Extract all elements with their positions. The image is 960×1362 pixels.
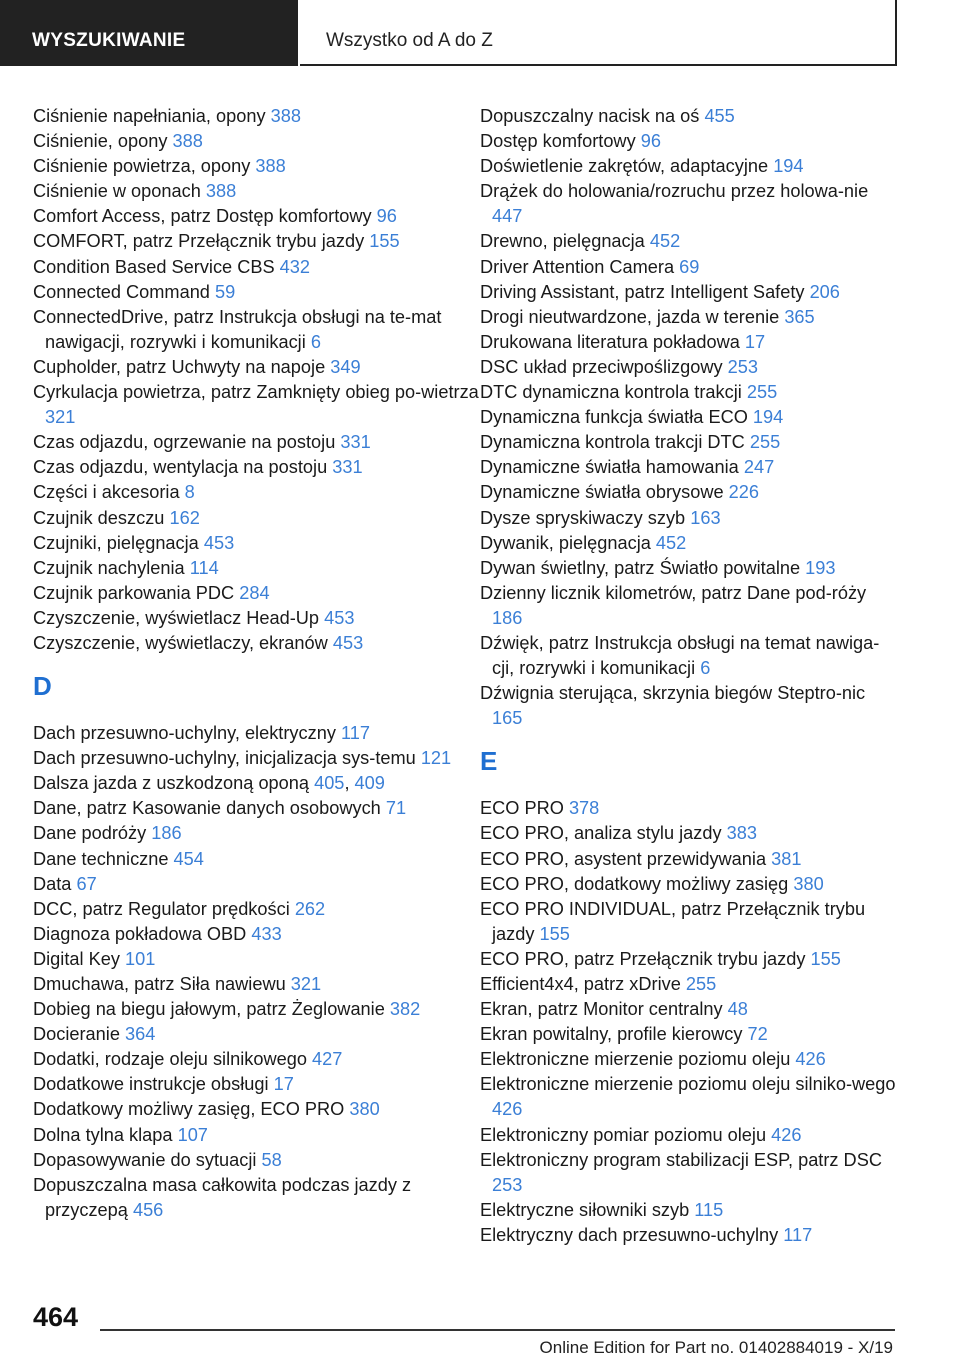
index-entry xyxy=(33,897,483,922)
index-entry xyxy=(480,455,900,480)
index-column-left xyxy=(33,104,483,1223)
index-entry xyxy=(480,1148,900,1198)
index-entry xyxy=(33,606,483,631)
footer-divider xyxy=(100,1329,895,1331)
page-link[interactable]: 433 xyxy=(251,923,282,944)
index-entry-term: Condition Based Service CBS xyxy=(33,256,280,277)
index-entry xyxy=(480,179,900,229)
index-entry xyxy=(480,821,900,846)
index-entry-term: Digital Key xyxy=(33,948,125,969)
index-entry-term: Drążek do holowania/rozruchu przez holowa-nie xyxy=(480,181,869,202)
section-tab[interactable] xyxy=(0,0,298,66)
index-letter-heading: E xyxy=(480,746,498,777)
index-entry-term: DSC układ przeciwpoślizgowy xyxy=(480,356,728,377)
page-link[interactable]: 452 xyxy=(655,532,687,553)
index-letter-heading: D xyxy=(33,671,52,702)
page-link[interactable]: 383 xyxy=(726,823,757,844)
page-link[interactable]: 117 xyxy=(783,1224,813,1245)
page-link[interactable]: 426 xyxy=(795,1049,826,1070)
index-entry xyxy=(480,631,900,681)
page-link[interactable]: 96 xyxy=(640,131,661,152)
index-entry xyxy=(480,430,900,455)
index-entry xyxy=(33,972,483,997)
page-link[interactable]: 365 xyxy=(784,306,815,327)
index-entry-term: Elektryczne siłowniki szyb xyxy=(480,1199,695,1220)
index-entry-term: ConnectedDrive, patrz Instrukcja obsługi na te-mat nawigacji, rozrywki i komunikacji xyxy=(33,306,442,352)
index-entry xyxy=(33,480,483,505)
page-link[interactable]: 96 xyxy=(376,206,397,227)
index-entry xyxy=(480,1072,900,1122)
page-link[interactable]: 71 xyxy=(385,798,407,819)
index-entry xyxy=(33,430,483,455)
page-link[interactable]: 155 xyxy=(369,231,400,252)
page-link[interactable]: 206 xyxy=(809,281,840,302)
index-entry xyxy=(33,556,483,581)
index-entry xyxy=(480,255,900,280)
index-entry xyxy=(33,1148,483,1173)
index-entry xyxy=(480,280,900,305)
index-entry xyxy=(480,1022,900,1047)
index-entry-term: Ciśnienie powietrza, opony xyxy=(33,156,256,177)
index-entry-term: Data xyxy=(33,873,77,894)
index-entry-term: Comfort Access, patrz Dostęp komfortowy xyxy=(33,206,377,227)
index-entry-term: Elektroniczny program stabilizacji ESP, patrz DSC xyxy=(480,1149,882,1170)
index-entry-term: Dynamiczne światła obrysowe xyxy=(480,482,729,503)
index-entry xyxy=(480,104,900,129)
index-entry-term: COMFORT, patrz Przełącznik trybu jazdy xyxy=(33,231,370,252)
index-entry xyxy=(33,355,483,380)
index-entry xyxy=(33,531,483,556)
index-entry-term: Dysze spryskiwaczy szyb xyxy=(480,507,691,528)
page-link[interactable]: 447 xyxy=(492,206,523,227)
index-entry-term: Dywanik, pielęgnacja xyxy=(480,532,656,553)
index-entry xyxy=(480,972,900,997)
index-entry-term: Ekran, patrz Monitor centralny xyxy=(480,999,728,1020)
page-link[interactable]: 194 xyxy=(752,407,784,428)
page-link[interactable]: 165 xyxy=(492,708,523,729)
index-entry-term: DTC dynamiczna kontrola trakcji xyxy=(480,382,747,403)
page-link[interactable]: 114 xyxy=(189,557,219,578)
index-entry-term: Dynamiczna kontrola trakcji DTC xyxy=(480,432,750,453)
index-entry xyxy=(480,681,900,731)
index-entry-term: Czyszczenie, wyświetlaczy, ekranów xyxy=(33,632,333,653)
index-entry-term: Ciśnienie napełniania, opony xyxy=(33,106,271,126)
index-entry xyxy=(33,997,483,1022)
index-entry xyxy=(480,872,900,897)
page-link[interactable]: 405 xyxy=(314,773,345,794)
index-entry xyxy=(480,154,900,179)
page-link[interactable]: 378 xyxy=(568,798,600,819)
page-link[interactable]: 255 xyxy=(685,974,717,994)
index-entry-term: Czas odjazdu, ogrzewanie na postoju xyxy=(33,432,341,453)
index-entry xyxy=(33,129,483,154)
index-entry-term: Elektroniczne mierzenie poziomu oleju xyxy=(480,1049,796,1070)
index-entry xyxy=(480,480,900,505)
index-entry xyxy=(480,1223,900,1248)
page-link[interactable]: 155 xyxy=(810,948,841,969)
page-link[interactable]: 349 xyxy=(330,356,361,377)
index-entry xyxy=(480,129,900,154)
index-entry xyxy=(480,847,900,872)
index-entry xyxy=(33,631,483,656)
index-entry-term: Drogi nieutwardzone, jazda w terenie xyxy=(480,306,785,327)
index-entry xyxy=(33,255,483,280)
index-entry xyxy=(480,330,900,355)
index-entry-term: ECO PRO INDIVIDUAL, patrz Przełącznik trybu jazdy xyxy=(480,898,866,944)
index-entry xyxy=(480,947,900,972)
page-link[interactable]: 426 xyxy=(771,1124,802,1145)
page-link[interactable]: 284 xyxy=(239,582,270,603)
page-link[interactable]: 117 xyxy=(340,723,370,744)
edition-note: Online Edition for Part no. 01402884019 - X/19 xyxy=(539,1338,893,1357)
index-entry-term: Dynamiczna funkcja światła ECO xyxy=(480,407,753,428)
page-link[interactable]: 59 xyxy=(214,281,236,302)
page-link[interactable]: 186 xyxy=(492,607,523,628)
index-entry-term: Dach przesuwno-uchylny, inicjalizacja sys-temu xyxy=(33,748,421,769)
page-link[interactable]: 186 xyxy=(151,823,182,844)
page-link[interactable]: 331 xyxy=(332,457,363,478)
index-entry-term: Dostęp komfortowy xyxy=(480,131,641,152)
index-entry xyxy=(33,104,483,129)
index-entry-term: Dodatkowy możliwy zasięg, ECO PRO xyxy=(33,1099,350,1120)
page-link[interactable]: 69 xyxy=(679,256,700,277)
page-link[interactable]: 454 xyxy=(173,848,204,869)
index-entry xyxy=(480,305,900,330)
page-link[interactable]: 321 xyxy=(290,974,322,994)
page-link[interactable]: 101 xyxy=(125,948,156,969)
index-entry-term: ECO PRO, dodatkowy możliwy zasięg xyxy=(480,873,794,894)
index-entry xyxy=(33,380,483,430)
index-entry xyxy=(33,179,483,204)
page-link[interactable]: 48 xyxy=(727,999,748,1020)
index-entry-term: Cupholder, patrz Uchwyty na napoje xyxy=(33,356,331,377)
index-entry-term: Dalsza jazda z uszkodzoną oponą xyxy=(33,773,315,794)
index-entry-term: Czas odjazdu, wentylacja na postoju xyxy=(33,457,333,478)
index-entry-term: Czujnik parkowania PDC xyxy=(33,582,240,603)
index-entry xyxy=(33,847,483,872)
index-column-right xyxy=(480,104,900,1248)
index-entry-term: Drewno, pielęgnacja xyxy=(480,231,650,252)
page-link[interactable]: 162 xyxy=(169,507,200,528)
index-entry xyxy=(480,897,900,947)
page-link[interactable]: 388 xyxy=(270,106,301,126)
page-link[interactable]: 453 xyxy=(332,632,364,653)
index-entry-term: Dynamiczne światła hamowania xyxy=(480,457,744,478)
index-entry-term: Ekran powitalny, profile kierowcy xyxy=(480,1024,748,1045)
index-entry-term: DCC, patrz Regulator prędkości xyxy=(33,898,295,919)
index-entry-term: Driving Assistant, patrz Intelligent Safety xyxy=(480,281,810,302)
index-entry xyxy=(480,581,900,631)
page-link[interactable]: 364 xyxy=(125,1024,156,1045)
page-link[interactable]: 409 xyxy=(354,773,385,794)
page-link[interactable]: 255 xyxy=(746,382,778,403)
page-link[interactable]: 388 xyxy=(205,181,237,202)
page-link[interactable]: 8 xyxy=(184,482,195,503)
index-entry xyxy=(33,1022,483,1047)
page-link[interactable]: 432 xyxy=(279,256,311,277)
page-link[interactable]: 194 xyxy=(773,156,804,177)
index-entry xyxy=(33,280,483,305)
page-link[interactable]: 6 xyxy=(700,658,711,679)
index-entry-term: Docieranie xyxy=(33,1024,125,1045)
index-entry-term: Czujnik nachylenia xyxy=(33,557,190,578)
index-entry-term: Dane techniczne xyxy=(33,848,174,869)
index-entry-term: Doświetlenie zakrętów, adaptacyjne xyxy=(480,156,774,177)
index-entry-term: Dane podróży xyxy=(33,823,152,844)
page-header xyxy=(0,0,960,66)
page-link[interactable]: 115 xyxy=(694,1199,724,1220)
page-link[interactable]: 452 xyxy=(649,231,681,252)
index-entry xyxy=(33,922,483,947)
page-link[interactable]: 262 xyxy=(294,898,326,919)
page-link[interactable]: 381 xyxy=(771,848,802,869)
index-entry-term: Cyrkulacja powietrza, patrz Zamknięty obieg po-wietrza xyxy=(33,382,479,403)
chapter-title: Wszystko od A do Z xyxy=(326,30,493,51)
index-entry xyxy=(480,405,900,430)
index-entry-term: Dmuchawa, patrz Siła nawiewu xyxy=(33,974,291,994)
page-link[interactable]: 253 xyxy=(492,1174,523,1195)
index-entry xyxy=(33,796,483,821)
page-link[interactable]: 380 xyxy=(793,873,824,894)
section-tab-label: WYSZUKIWANIE xyxy=(32,30,186,51)
index-entry xyxy=(33,455,483,480)
index-entry xyxy=(480,506,900,531)
page-link[interactable]: 453 xyxy=(324,607,355,628)
index-entry xyxy=(33,1072,483,1097)
page-link[interactable]: 382 xyxy=(389,999,421,1020)
page-link[interactable]: 321 xyxy=(45,407,76,428)
index-entry-term: Czujniki, pielęgnacja xyxy=(33,532,204,553)
index-entry-term: Dach przesuwno-uchylny, elektryczny xyxy=(33,723,341,744)
index-entry xyxy=(33,506,483,531)
chapter-title-box xyxy=(300,0,897,66)
index-entry xyxy=(33,204,483,229)
page-link[interactable]: 58 xyxy=(261,1149,282,1170)
page-link[interactable]: 380 xyxy=(349,1099,380,1120)
index-entry xyxy=(33,305,483,355)
page-link[interactable]: 255 xyxy=(749,432,781,453)
index-entry-term: Dodatki, rodzaje oleju silnikowego xyxy=(33,1049,313,1070)
page-link[interactable]: 455 xyxy=(704,106,735,126)
index-entry xyxy=(480,997,900,1022)
index-entry: Dalsza jazda z uszkodzoną oponą 405, 409 xyxy=(33,773,385,794)
index-entry-term: Dzienny licznik kilometrów, patrz Dane pod-róży xyxy=(480,582,867,603)
page-link[interactable]: 253 xyxy=(727,356,759,377)
index-entry xyxy=(480,355,900,380)
index-entry-term: Dopasowywanie do sytuacji xyxy=(33,1149,262,1170)
index-entry-term: Czyszczenie, wyświetlacz Head-Up xyxy=(33,607,325,628)
index-entry-term: Dźwięk, patrz Instrukcja obsługi na temat nawiga-cji, rozrywki i komunikacji xyxy=(480,632,880,679)
index-entry xyxy=(33,581,483,606)
index-entry xyxy=(33,872,483,897)
page-link[interactable]: 107 xyxy=(177,1124,208,1145)
index-entry xyxy=(480,531,900,556)
index-entry-term: Dane, patrz Kasowanie danych osobowych xyxy=(33,798,386,819)
index-entry-term: Elektroniczne mierzenie poziomu oleju silniko-wego xyxy=(480,1074,896,1095)
index-entry-term: ECO PRO, asystent przewidywania xyxy=(480,848,772,869)
index-entry-term: Dywan świetlny, patrz Światło powitalne xyxy=(480,557,806,578)
index-entry-term: Elektroniczny pomiar poziomu oleju xyxy=(480,1124,772,1145)
index-entry xyxy=(33,721,483,746)
index-entry xyxy=(33,1097,483,1122)
index-entry-term: Diagnoza pokładowa OBD xyxy=(33,923,252,944)
index-entry-term: Dźwignia sterująca, skrzynia biegów Steptro-nic xyxy=(480,683,866,704)
index-entry-term: Dopuszczalna masa całkowita podczas jazdy z przyczepą xyxy=(33,1174,412,1220)
page-link[interactable]: 163 xyxy=(690,507,721,528)
index-entry-term: Connected Command xyxy=(33,281,215,302)
page-link[interactable]: 155 xyxy=(539,923,570,944)
index-entry xyxy=(33,1047,483,1072)
index-entry-term: Dobieg na biegu jałowym, patrz Żeglowanie xyxy=(33,999,390,1020)
index-entry xyxy=(480,229,900,254)
index-entry xyxy=(33,746,483,771)
index-entry xyxy=(33,1173,483,1223)
index-entry xyxy=(33,947,483,972)
index-entry xyxy=(480,796,900,821)
index-entry-term: Ciśnienie w oponach xyxy=(33,181,206,202)
index-entry-term: Driver Attention Camera xyxy=(480,256,680,277)
index-entry xyxy=(480,1047,900,1072)
index-entry xyxy=(480,1123,900,1148)
page-link[interactable]: 121 xyxy=(420,748,452,769)
index-entry-term: Dolna tylna klapa xyxy=(33,1124,178,1145)
index-entry xyxy=(33,821,483,846)
page-link[interactable]: 247 xyxy=(743,457,775,478)
index-entry-term: ECO PRO xyxy=(480,798,569,819)
index-entry-term: Części i akcesoria xyxy=(33,482,185,503)
page-link[interactable]: 67 xyxy=(76,873,97,894)
page-link[interactable]: 193 xyxy=(805,557,836,578)
index-entry xyxy=(33,154,483,179)
index-entry-term: Czujnik deszczu xyxy=(33,507,170,528)
page-link[interactable]: 456 xyxy=(132,1199,164,1220)
index-entry xyxy=(480,380,900,405)
index-entry xyxy=(480,556,900,581)
index-entry-term: ECO PRO, analiza stylu jazdy xyxy=(480,823,727,844)
page-link[interactable]: 6 xyxy=(310,331,321,352)
index-entry-term: Drukowana literatura pokładowa xyxy=(480,331,745,352)
page-number: 464 xyxy=(33,1302,79,1332)
index-entry-term: Elektryczny dach przesuwno-uchylny xyxy=(480,1224,784,1245)
page-link[interactable]: 453 xyxy=(203,532,235,553)
index-entry-term: Dopuszczalny nacisk na oś xyxy=(480,106,705,126)
index-entry-term: ECO PRO, patrz Przełącznik trybu jazdy xyxy=(480,948,811,969)
index-entry-term: Dodatkowe instrukcje obsługi xyxy=(33,1074,274,1095)
page-link[interactable]: 426 xyxy=(492,1099,523,1120)
page-link[interactable]: 331 xyxy=(340,432,371,453)
index-entry xyxy=(480,1198,900,1223)
index-entry xyxy=(33,1123,483,1148)
page-link[interactable]: 226 xyxy=(728,482,760,503)
index-entry-term: Efficient4x4, patrz xDrive xyxy=(480,974,686,994)
page-link[interactable]: 17 xyxy=(744,331,766,352)
page-link[interactable]: 388 xyxy=(172,131,203,152)
page-link[interactable]: 388 xyxy=(255,156,286,177)
page-link[interactable]: 72 xyxy=(747,1024,768,1045)
page-link[interactable]: 427 xyxy=(312,1049,343,1070)
index-entry xyxy=(33,229,483,254)
page-link[interactable]: 17 xyxy=(273,1074,294,1095)
index-entry-term: Ciśnienie, opony xyxy=(33,131,173,152)
